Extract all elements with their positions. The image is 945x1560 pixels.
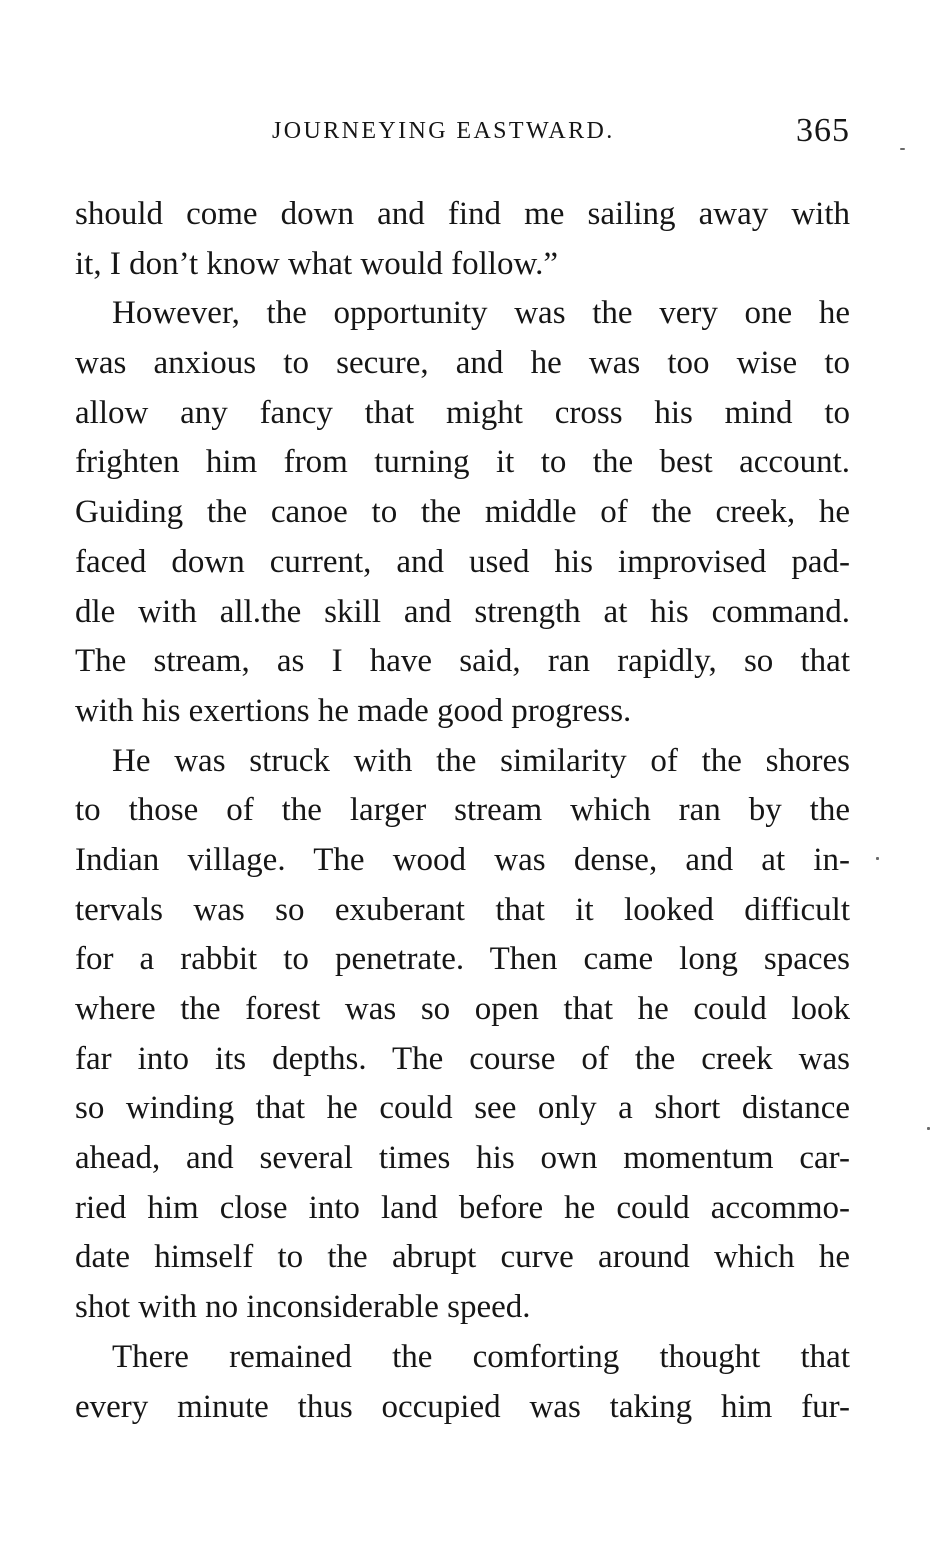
text-line: frighten him from turning it to the best account.	[75, 444, 850, 481]
text-line: to those of the larger stream which ran by the	[75, 792, 850, 829]
body-text	[75, 190, 850, 1432]
text-line: ried him close into land before he could accommo-	[75, 1189, 850, 1226]
text-line: where the forest was so open that he could look	[75, 991, 850, 1027]
text-line: was anxious to secure, and he was too wise to	[75, 345, 850, 382]
text-line: with his exertions he made good progress.	[75, 692, 632, 729]
running-head	[272, 112, 852, 152]
text-line: date himself to the abrupt curve around which he	[75, 1239, 850, 1276]
scan-speck	[927, 1127, 930, 1130]
text-line: allow any fancy that might cross his mind to	[75, 394, 850, 431]
text-line: He was struck with the similarity of the shores	[112, 742, 850, 779]
text-line: it, I don’t know what would follow.”	[75, 245, 559, 282]
text-line: should come down and find me sailing away with	[75, 196, 850, 232]
text-line: faced down current, and used his improvised pad-	[75, 543, 850, 580]
text-line: far into its depths. The course of the creek was	[75, 1040, 850, 1077]
text-line: Indian village. The wood was dense, and at in-	[75, 841, 850, 878]
text-line: dle with all.the skill and strength at his command.	[75, 593, 850, 630]
page-number: 365	[796, 112, 850, 149]
text-line: so winding that he could see only a short distance	[75, 1090, 850, 1127]
text-line: There remained the comforting thought that	[112, 1338, 850, 1375]
text-line: Guiding the canoe to the middle of the creek, he	[75, 494, 850, 531]
running-title: JOURNEYING EASTWARD.	[272, 118, 615, 144]
text-line: The stream, as I have said, ran rapidly, so that	[75, 643, 850, 680]
text-line: for a rabbit to penetrate. Then came long spaces	[75, 941, 850, 978]
scan-speck	[876, 857, 879, 860]
text-line: shot with no inconsiderable speed.	[75, 1289, 531, 1326]
text-line: However, the opportunity was the very one he	[112, 295, 850, 332]
text-line: tervals was so exuberant that it looked difficult	[75, 891, 850, 928]
text-line: ahead, and several times his own momentum car-	[75, 1140, 850, 1177]
text-line: every minute thus occupied was taking him fur-	[75, 1388, 850, 1425]
scan-speck	[900, 148, 905, 150]
